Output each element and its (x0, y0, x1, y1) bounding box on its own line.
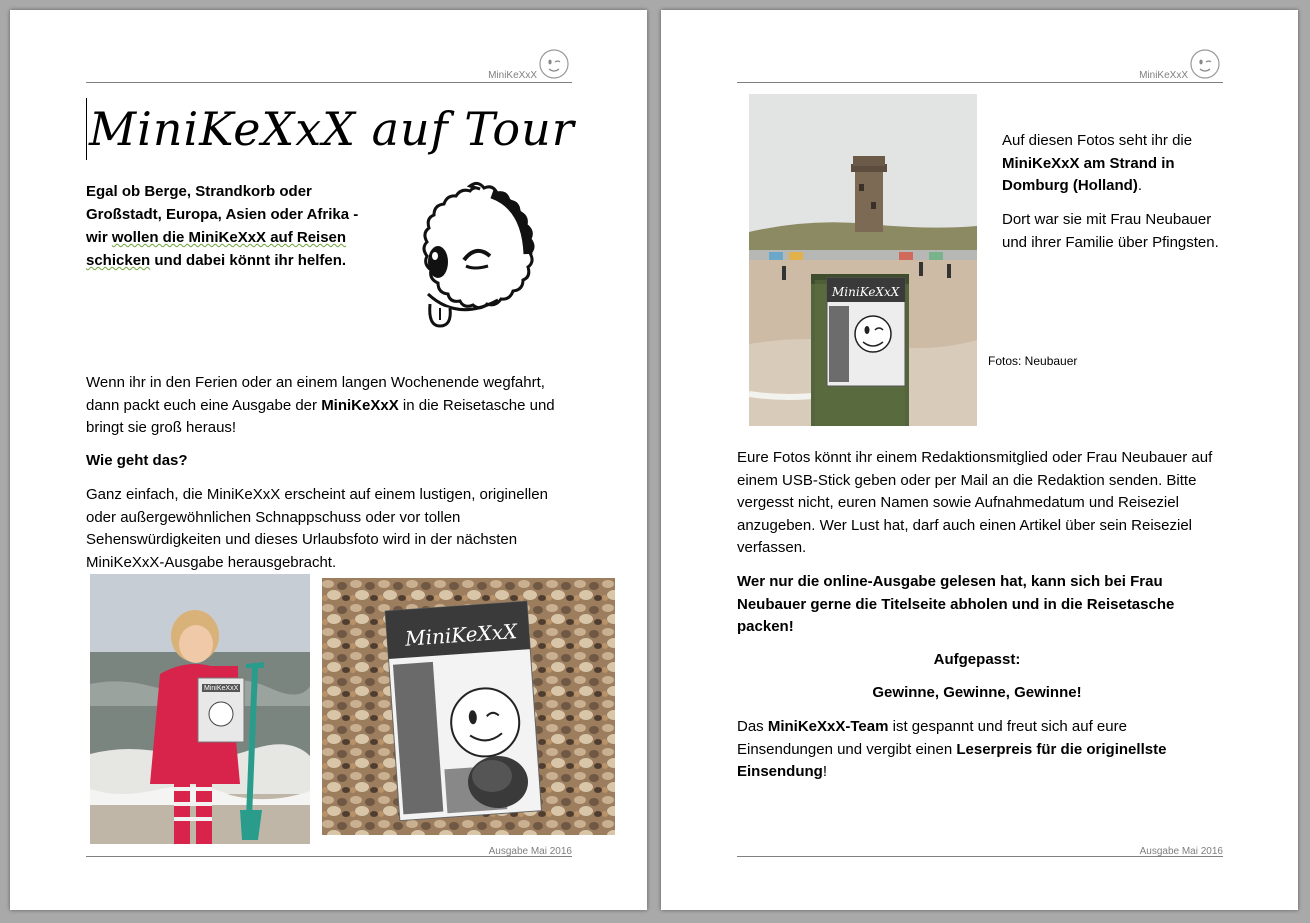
final-bold-team: MiniKeXxX-Team (767, 718, 889, 735)
header-mascot-icon (1188, 48, 1222, 80)
paragraph-1-part-b: in die Reisetasche und bringt sie groß heraus! (86, 396, 555, 436)
paragraph-1-bold: MiniKeXxX (321, 396, 399, 414)
footer-label: Ausgabe Mai 2016 (488, 846, 572, 857)
photo-flyer-on-shells (322, 578, 615, 835)
attention-heading: Aufgepasst: (933, 651, 1021, 668)
paragraph-4: Wer nur die online-Ausgabe gelesen hat, kann sich bei Frau Neubauer gerne die Titelseite abholen und in die Reisetasche packen! (737, 573, 1175, 635)
intro-part-a: Egal ob Berge, Strandkorb oder Großstadt, Europa, Asien oder Afrika - wir (86, 183, 359, 246)
final-part-c: ! (822, 763, 828, 780)
paragraph-2: Ganz einfach, die MiniKeXxX erscheint auf einem lustigen, originellen oder außergewöhnlichen Schnappschuss oder vor tollen Sehenswürdigkeiten und dieses Urlaubsfoto wird in der nächsten MiniKeXxX-Ausgabe herausgebracht. (86, 486, 548, 571)
flyer-title: MiniKeXxX (404, 619, 518, 651)
beach-text-1-part-a: Auf diesen Fotos seht ihr die (1002, 132, 1193, 149)
page-right (661, 10, 1298, 910)
beach-text-2: Dort war sie mit Frau Neubauer und ihrer Familie über Pfingsten. (1002, 211, 1219, 251)
final-paragraph (737, 716, 1207, 784)
header-rule (737, 82, 1223, 83)
photo-girl-at-beach (90, 574, 310, 844)
photo-credit: Fotos: Neubauer (988, 354, 1078, 368)
photo-beach-domburg (749, 94, 977, 426)
paragraph-1 (86, 372, 566, 440)
sign-flyer-title: MiniKeXxX (832, 285, 900, 299)
footer-label: Ausgabe Mai 2016 (1139, 846, 1223, 857)
beach-text-1-bold: MiniKeXxX am Strand in Domburg (Holland) (1002, 154, 1175, 194)
header-mascot-icon (537, 48, 571, 80)
final-bold-prize: Leserpreis für die originellste Einsendung (737, 740, 1167, 780)
flyer-title-small: MiniKeXxX (204, 685, 239, 692)
header-label: MiniKeXxX (488, 70, 537, 81)
paragraph-3: Eure Fotos könnt ihr einem Redaktionsmitglied oder Frau Neubauer auf einem USB-Stick geben oder per Mail an die Redaktion senden. Bitte vergesst nicht, euren Namen sowie Aufnahmedatum und Reiseziel anzugeben. Wer Lust hat, darf auch einen Artikel über sein Reiseziel verfassen. (737, 449, 1213, 556)
final-part-b: ist gespannt und freut sich auf eure Einsendungen und vergibt einen (737, 718, 1127, 758)
subheading: Wie geht das? (86, 452, 188, 469)
wins-heading: Gewinne, Gewinne, Gewinne! (872, 684, 1082, 701)
beach-text-1-part-b: . (1137, 177, 1142, 194)
page-left (10, 10, 647, 910)
header-rule (86, 82, 572, 83)
paragraph-1-part-a: Wenn ihr in den Ferien oder an einem langen Wochenende wegfahrt, dann packt euch eine Ausgabe der (86, 374, 545, 414)
header-label: MiniKeXxX (1139, 70, 1188, 81)
final-part-a: Das (737, 718, 768, 735)
intro-highlight: wollen die MiniKeXxX auf Reisen schicken (86, 229, 347, 269)
page-title: MiniKeXxX auf Tour (86, 98, 575, 160)
beach-text-1 (1002, 130, 1228, 198)
intro-text (86, 180, 374, 272)
intro-part-b: und dabei könnt ihr helfen. (150, 252, 347, 269)
mascot-winking-face-icon (380, 176, 560, 360)
